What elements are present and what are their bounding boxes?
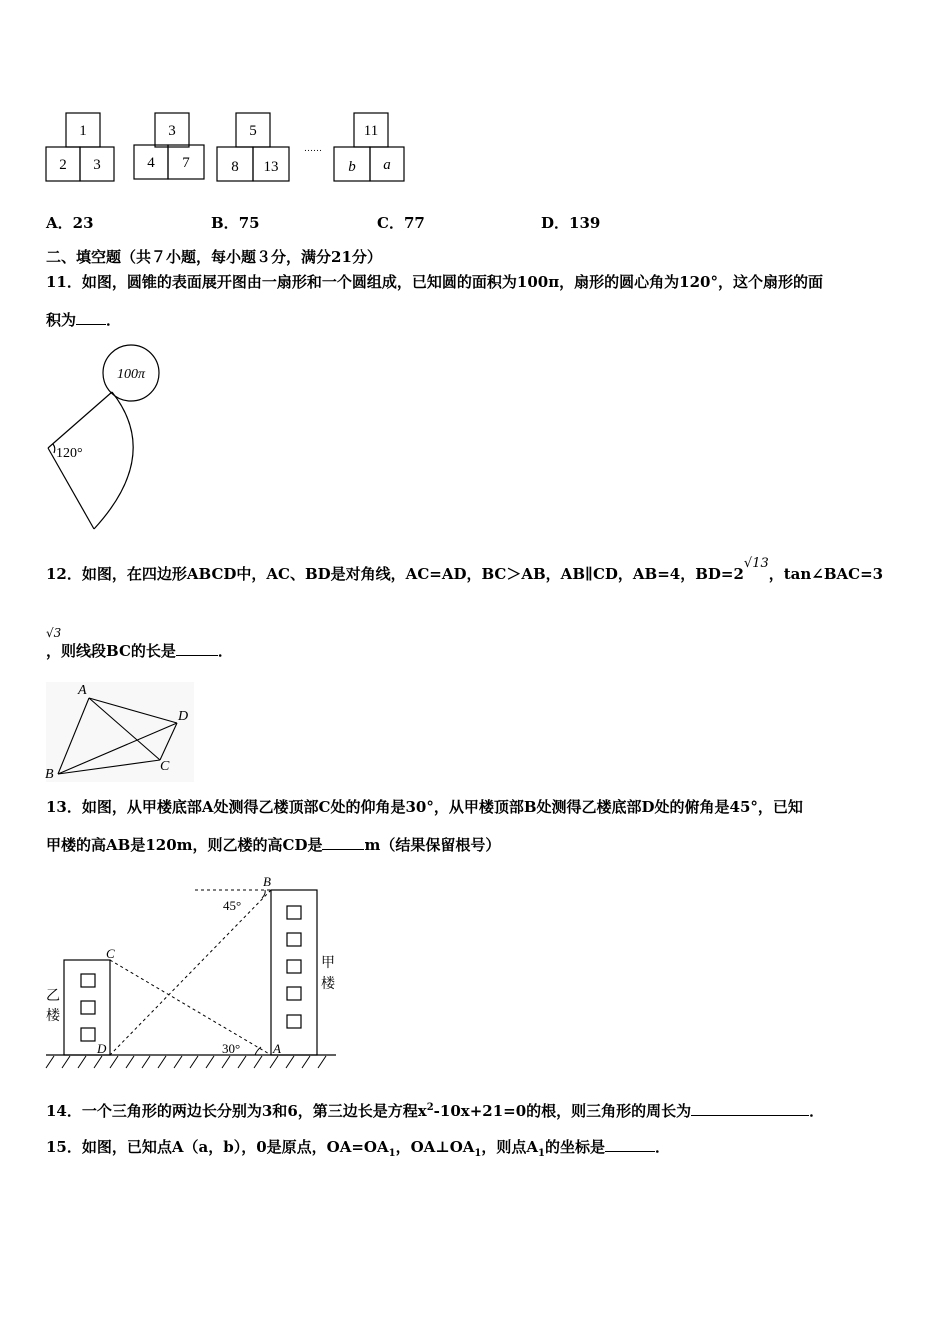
box-g2-right: 7	[182, 155, 190, 171]
q13-label-jia-lou: 楼	[321, 977, 335, 992]
option-b[interactable]	[211, 212, 260, 233]
q15-sub3: 1	[538, 1148, 545, 1159]
q12-answer-blank[interactable]	[176, 641, 218, 656]
q12-sqrt3: √3	[46, 626, 62, 640]
q14-sup: 2	[426, 1102, 434, 1113]
q11-line2-end: ．	[106, 311, 122, 329]
q15-sub1: 1	[388, 1148, 396, 1159]
q13-angle-30: 30°	[222, 1041, 241, 1056]
q11-line2-text: 积为	[46, 311, 77, 329]
q15-text-b: ，OA⊥OA	[395, 1138, 475, 1156]
q13-text-line1: 13．如图，从甲楼底部A处测得乙楼顶部C处的仰角是30°，从甲楼顶部B处测得乙楼底部D处的俯角是45°，已知	[46, 798, 803, 816]
q13-answer-blank[interactable]	[322, 835, 364, 850]
q13-label-yi-lou: 楼	[46, 1009, 60, 1024]
q12-label-d: D	[178, 709, 189, 724]
q15-text	[46, 1136, 670, 1159]
q14-text-b: -10x+21=0的根，则三角形的周长为	[433, 1102, 692, 1120]
q13-label-jia: 甲	[321, 956, 335, 971]
q11-text-line1: 11．如图，圆锥的表面展开图由一扇形和一个圆组成，已知圆的面积为100π，扇形的圆心角为120°，这个扇形的面	[46, 273, 823, 291]
q12-label-a: A	[78, 683, 87, 698]
q13-line2-tail: m（结果保留根号）	[364, 836, 501, 854]
q11-answer-blank[interactable]	[76, 310, 106, 325]
q13-text-line2	[46, 834, 500, 855]
box-g2-left: 4	[147, 155, 155, 171]
box-g4-top: 11	[363, 123, 379, 139]
q11-text-line2	[46, 309, 121, 330]
q12-sqrt13: √13	[743, 556, 769, 571]
box-g1-right: 3	[93, 157, 101, 173]
option-c-letter: C．	[377, 214, 404, 232]
q12-line2-text: ，则线段BC的长是	[46, 642, 176, 660]
q12-text-line1	[46, 556, 884, 584]
q15-text-end: ．	[655, 1138, 671, 1156]
box-g1-top: 1	[79, 123, 87, 139]
q12-line1-tail: ，tan∠BAC=3	[768, 565, 884, 583]
option-d-letter: D．	[541, 214, 570, 232]
q13-label-a: A	[273, 1041, 281, 1056]
circle-area-label: 100π	[116, 367, 146, 382]
angle-120-label: 120°	[56, 446, 83, 461]
box-g3-left: 8	[231, 159, 239, 175]
option-a-value: 23	[72, 214, 94, 232]
q15-text-d: 的坐标是	[545, 1138, 606, 1156]
q13-angle-45: 45°	[223, 898, 242, 913]
q14-text-end: ．	[809, 1102, 825, 1120]
option-a-letter: A．	[46, 214, 73, 232]
q15-text-c: ，则点A	[481, 1138, 539, 1156]
box-g2-top: 3	[168, 123, 176, 139]
quadrilateral-figure	[40, 678, 200, 786]
q15-text-a: 15．如图，已知点A（a，b），0是原点，OA=OA	[46, 1138, 389, 1156]
q14-text-a: 14．一个三角形的两边长分别为3和6，第三边长是方程x	[46, 1102, 427, 1120]
q14-answer-blank[interactable]	[691, 1101, 809, 1116]
q12-line2-end: ．	[217, 642, 233, 660]
q13-label-b: B	[263, 874, 271, 889]
box-g3-top: 5	[249, 123, 257, 139]
q12-label-c: C	[160, 759, 170, 774]
q14-text	[46, 1100, 824, 1121]
q13-label-d: D	[97, 1041, 107, 1056]
q15-answer-blank[interactable]	[605, 1137, 655, 1152]
option-c[interactable]	[377, 212, 425, 233]
box-g4-left: b	[348, 159, 356, 175]
option-d[interactable]	[541, 212, 600, 233]
number-pattern-figure	[40, 105, 420, 190]
q12-text-line2	[46, 640, 233, 661]
option-d-value: 139	[569, 214, 601, 232]
option-b-value: 75	[238, 214, 260, 232]
box-g3-right: 13	[263, 159, 279, 175]
q13-line2-text: 甲楼的高AB是120m，则乙楼的高CD是	[46, 836, 323, 854]
option-a[interactable]	[46, 212, 94, 233]
q12-line1-text: 12．如图，在四边形ABCD中，AC、BD是对角线，AC=AD，BC＞AB，AB∥CD，AB=4，BD=2	[46, 565, 744, 583]
q12-label-b: B	[45, 767, 54, 782]
pattern-ellipsis: ……	[304, 143, 322, 153]
q15-sub2: 1	[474, 1148, 482, 1159]
box-g4-right: a	[383, 157, 391, 173]
buildings-figure	[40, 870, 350, 1075]
option-c-value: 77	[403, 214, 425, 232]
q13-label-c: C	[106, 946, 115, 961]
q13-label-yi: 乙	[46, 989, 60, 1004]
cone-net-figure	[40, 340, 170, 535]
box-g1-left: 2	[59, 157, 67, 173]
option-b-letter: B．	[211, 214, 239, 232]
section-heading: 二、填空题（共７小题，每小题３分，满分21分）	[46, 248, 382, 266]
